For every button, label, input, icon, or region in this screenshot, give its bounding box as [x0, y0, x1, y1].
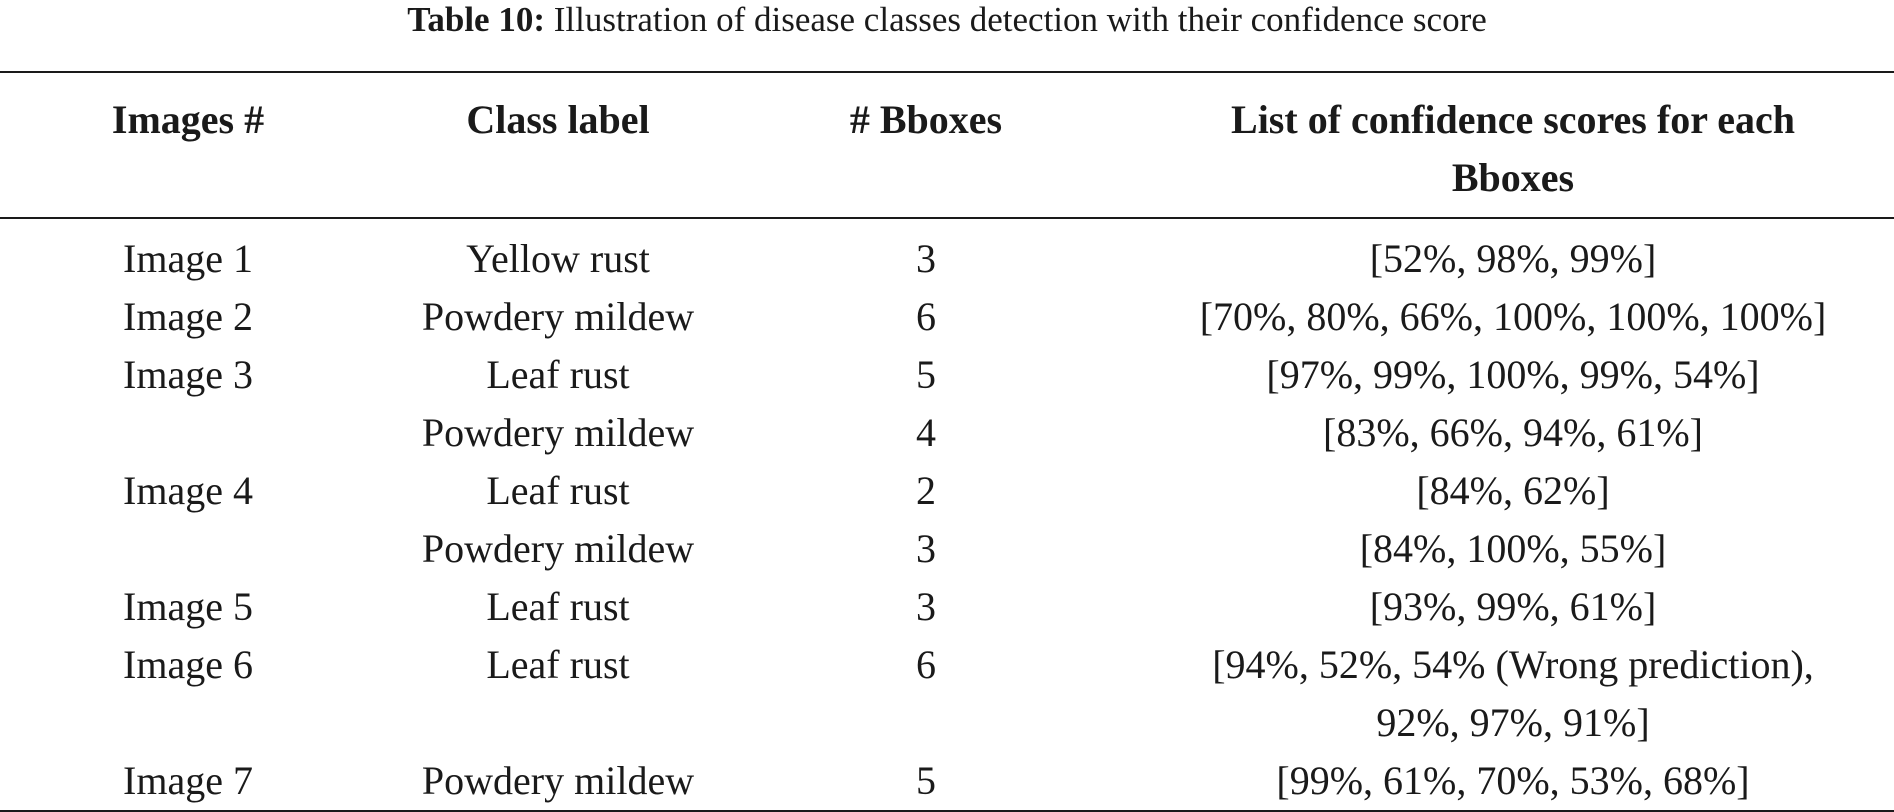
cell-class: Leaf rust — [486, 468, 630, 513]
table-body — [0, 218, 1894, 811]
cell-class: Powdery mildew — [421, 758, 695, 803]
header-class-label: Class label — [466, 97, 650, 142]
cell-scores: [84%, 62%] — [1416, 468, 1610, 513]
table-caption-text: Illustration of disease classes detection with their confidence score — [545, 0, 1487, 39]
cell-scores: [93%, 99%, 61%] — [1369, 584, 1657, 629]
table-row — [0, 520, 1894, 578]
header-images: Images # — [111, 97, 265, 142]
cell-bboxes: 5 — [916, 758, 936, 803]
cell-bboxes: 3 — [916, 526, 936, 571]
table-row — [0, 218, 1894, 288]
table-row — [0, 288, 1894, 346]
table-row — [0, 462, 1894, 520]
cell-image: Image 3 — [123, 352, 253, 397]
table-row — [0, 578, 1894, 636]
cell-bboxes: 3 — [916, 236, 936, 281]
table-row — [0, 346, 1894, 404]
cell-class: Leaf rust — [486, 352, 630, 397]
disease-detection-table — [0, 71, 1894, 812]
table-caption-label: Table 10: — [407, 0, 545, 39]
cell-bboxes: 6 — [916, 642, 936, 687]
cell-bboxes: 4 — [916, 410, 936, 455]
cell-bboxes: 6 — [916, 294, 936, 339]
header-row — [0, 72, 1894, 218]
cell-scores: [83%, 66%, 94%, 61%] — [1323, 410, 1703, 455]
table-header — [0, 72, 1894, 218]
header-confidence-scores: List of confidence scores for each Bboxes — [1231, 97, 1795, 200]
cell-scores: [52%, 98%, 99%] — [1369, 236, 1657, 281]
cell-scores: [99%, 61%, 70%, 53%, 68%] — [1276, 758, 1750, 803]
cell-class: Powdery mildew — [421, 526, 695, 571]
cell-image: Image 4 — [123, 468, 253, 513]
cell-class: Powdery mildew — [421, 294, 695, 339]
cell-class: Powdery mildew — [421, 410, 695, 455]
cell-scores: [70%, 80%, 66%, 100%, 100%, 100%] — [1199, 294, 1827, 339]
table-row — [0, 636, 1894, 752]
cell-image: Image 7 — [123, 758, 253, 803]
cell-class: Yellow rust — [466, 236, 650, 281]
cell-bboxes: 5 — [916, 352, 936, 397]
cell-scores: [84%, 100%, 55%] — [1359, 526, 1667, 571]
cell-image: Image 1 — [123, 236, 253, 281]
cell-image — [0, 404, 376, 462]
cell-image — [0, 520, 376, 578]
cell-bboxes: 2 — [916, 468, 936, 513]
cell-scores: [94%, 52%, 54% (Wrong prediction), 92%, 97%, 91%] — [1212, 642, 1814, 745]
cell-scores: [97%, 99%, 100%, 99%, 54%] — [1266, 352, 1760, 397]
cell-class: Leaf rust — [486, 584, 630, 629]
cell-bboxes: 3 — [916, 584, 936, 629]
header-bboxes: # Bboxes — [849, 97, 1003, 142]
table-row — [0, 404, 1894, 462]
cell-image: Image 5 — [123, 584, 253, 629]
cell-image: Image 6 — [123, 642, 253, 687]
table-caption — [0, 0, 1894, 44]
cell-image: Image 2 — [123, 294, 253, 339]
cell-class: Leaf rust — [486, 642, 630, 687]
table-row — [0, 752, 1894, 811]
